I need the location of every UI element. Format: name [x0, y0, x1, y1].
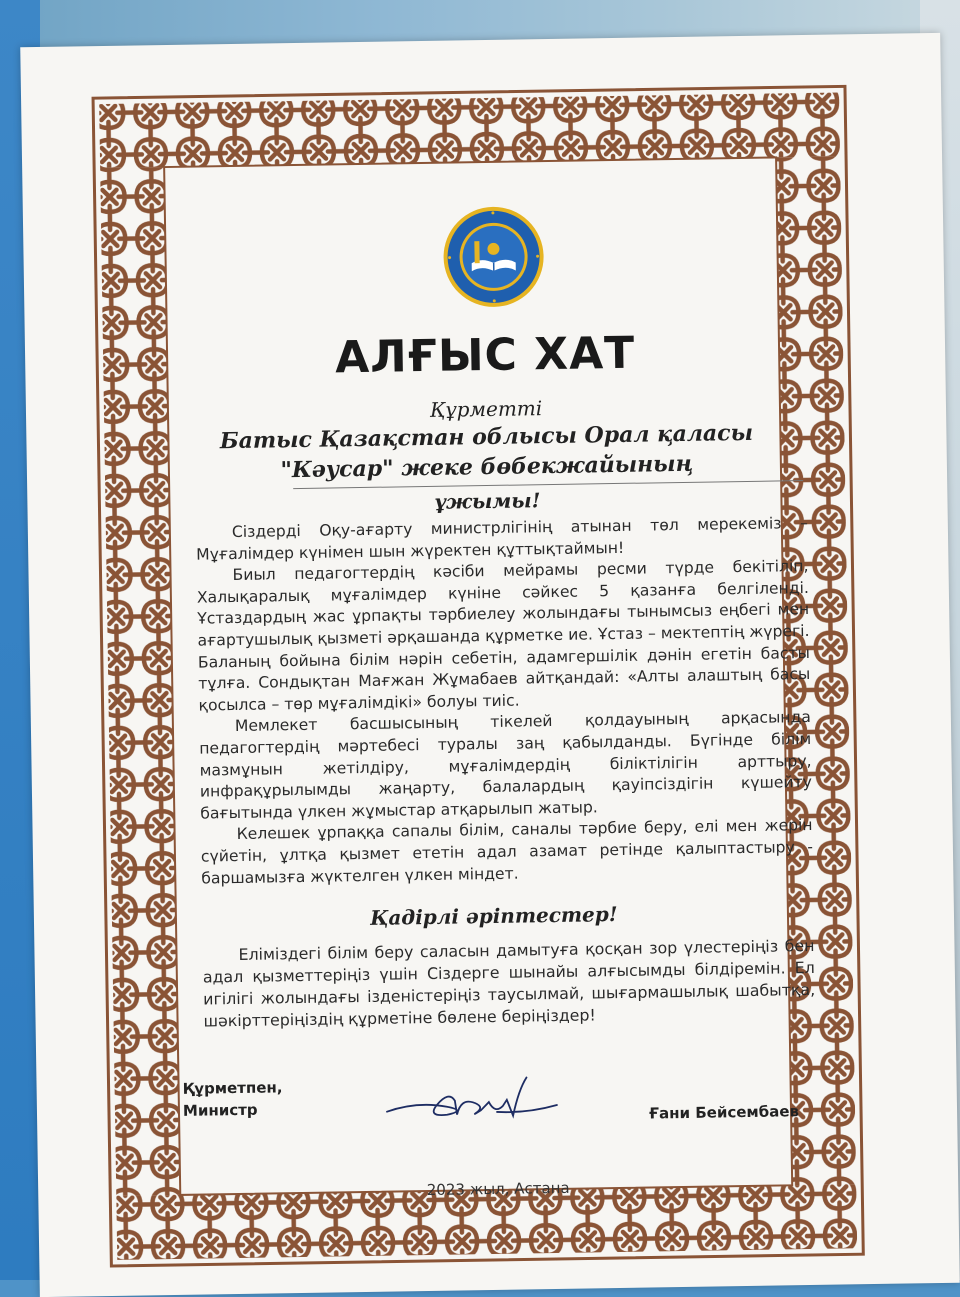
paragraph: Мемлекет басшысының тікелей қолдауының арқасында педагогтердің мәртебесі туралы заң қабылданды. Бүгінде білім мазмұнын жетілдіру, мұғалімдердің біліктілігін арттыру, инфрақұрылымды жаңарту, балалардың қауіпсіздігін күшейту бағытында үлкен жұмыстар атқарылып жатыр.	[199, 708, 813, 823]
greeting-line-4: ұжымы!	[434, 488, 541, 514]
subheading: Қадірлі әріптестер!	[370, 902, 618, 930]
paragraph: Биыл педагогтердің кәсіби мейрамы ресми түрде бекітіліп, Халықаралық мұғалімдер күніне сәйкес 5 қазанға белгіленді. Ұстаздардың жас ұрпақты тәрбиелеу жолындағы тынымсыз еңбегі мен ағартушылық қызметі әрқашанда құрметке ие. Ұстаз – мектептің жүрегі. Баланың бойына білім нәрін себетін, адамгершілік дәнін егетін басты тұлға. Сондықтан Мағжан Жұмабаев айтқандай: «Алты алаштың басы қосылса – төр мұғалімдікі» болуы тиіс.	[196, 557, 811, 715]
letter-body	[196, 513, 814, 890]
footer-date-place: 2023 жыл, Астана	[426, 1178, 570, 1200]
certificate-paper	[20, 33, 960, 1297]
position-text: Министр	[182, 1100, 258, 1120]
handwritten-signature	[376, 1069, 577, 1132]
signature-block	[182, 1076, 283, 1122]
closing-paragraph: Еліміздегі білім беру саласын дамытуға қосқан зор үлестеріңіз бен адал қызметтеріңіз үшін Сіздерге шынайы алғысымды білдіремін. Ел игілігі жолындағы ізденістеріңіз таусылмай, шығармашылық шабытқа, шәкірттеріңіздің құрметіне бөлене беріңіздер!	[202, 935, 816, 1031]
paragraph: Келешек ұрпаққа сапалы білім, саналы тәрбие беру, елі мен жерін сүйетін, ұлтқа қызмет ететін адал азамат ретінде қалыптастыру - баршамызға жүктелген үлкен міндет.	[200, 816, 814, 888]
greeting-line-1: Құрметті	[429, 396, 543, 422]
document-title: АЛҒЫС ХАТ	[334, 327, 636, 384]
greeting-line-3: "Кәусар" жеке бөбекжайының	[280, 450, 694, 484]
regards-text: Құрметпен,	[182, 1078, 283, 1098]
greeting-line-2: Батыс Қазақстан облысы Орал қаласы	[219, 419, 754, 455]
ministry-emblem	[441, 204, 547, 310]
paragraph: Сіздерді Оқу-ағарту министрлігінің атынан төл мерекеміз – Мұғалімдер күнімен шын жүректен құттықтаймын!	[196, 513, 808, 564]
minister-name: Ғани Бейсембаев	[648, 1102, 800, 1123]
closing-body	[202, 935, 815, 1033]
